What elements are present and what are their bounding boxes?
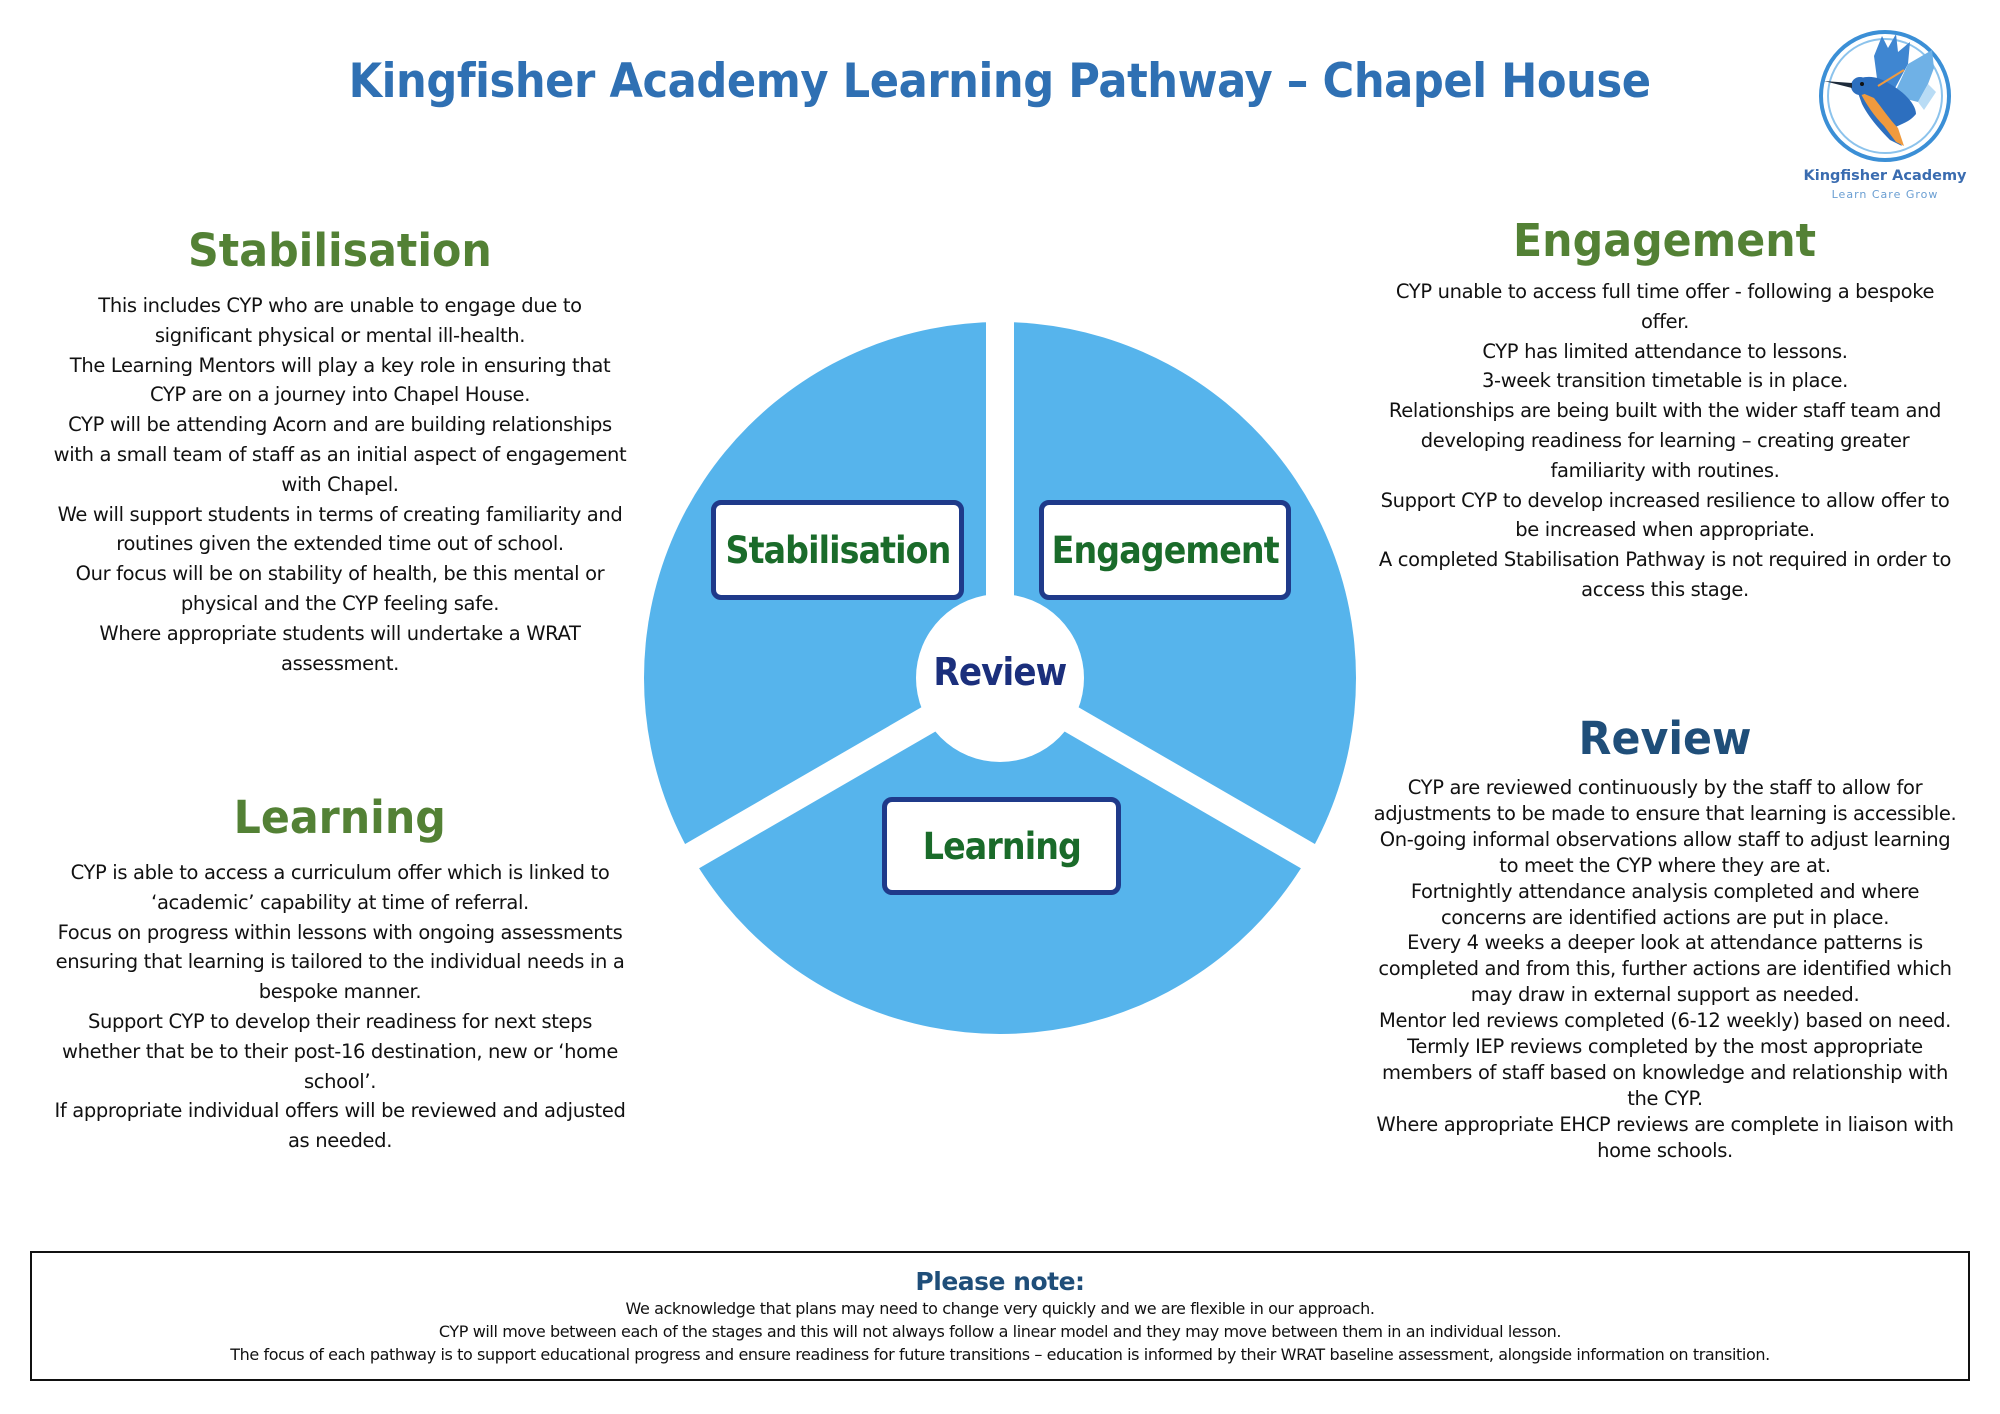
text-line: CYP are reviewed continuously by the staff to allow for xyxy=(1407,776,1923,799)
learning-section xyxy=(45,791,635,1156)
text-line: CYP has limited attendance to lessons. xyxy=(1482,339,1848,363)
note-title: Please note: xyxy=(915,1267,1085,1296)
text-line: Every 4 weeks a deeper look at attendance patterns is xyxy=(1407,931,1923,955)
text-line: significant physical or mental ill-health. xyxy=(154,323,526,347)
stabilisation-heading: Stabilisation xyxy=(188,224,492,277)
text-line: developing readiness for learning – creating greater xyxy=(1420,428,1910,452)
text-line: Where appropriate students will undertake a WRAT xyxy=(99,621,581,645)
kingfisher-academy-logo xyxy=(1800,28,1970,208)
text-line: completed and from this, further actions are identified which xyxy=(1378,957,1952,981)
text-line: CYP will be attending Acorn and are building relationships xyxy=(68,413,612,437)
review-section xyxy=(1365,712,1965,1164)
stabilisation-section xyxy=(45,224,635,678)
text-line: CYP is able to access a curriculum offer which is linked to xyxy=(70,861,610,884)
text-line: Termly IEP reviews completed by the most appropriate xyxy=(1407,1035,1923,1059)
text-line: as needed. xyxy=(287,1129,393,1153)
text-line: CYP are on a journey into Chapel House. xyxy=(149,383,531,407)
text-line: A completed Stabilisation Pathway is not required in order to xyxy=(1378,548,1952,572)
wheel-segment-engagement: Engagement xyxy=(1039,500,1291,600)
text-line: the CYP. xyxy=(1627,1086,1703,1110)
text-line: Focus on progress within lessons with ongoing assessments xyxy=(57,920,623,944)
engagement-heading: Engagement xyxy=(1513,214,1817,267)
learning-description xyxy=(45,858,635,1156)
text-line: Relationships are being built with the wider staff team and xyxy=(1388,399,1942,423)
text-line: familiarity with routines. xyxy=(1550,458,1780,482)
text-line: Fortnightly attendance analysis completed and where xyxy=(1410,879,1920,903)
text-line: home schools. xyxy=(1597,1138,1733,1162)
text-line: Where appropriate EHCP reviews are complete in liaison with xyxy=(1376,1112,1954,1136)
text-line: with a small team of staff as an initial aspect of engagement xyxy=(53,442,627,466)
wheel-segment-stabilisation: Stabilisation xyxy=(711,500,964,600)
review-heading: Review xyxy=(1578,712,1752,765)
text-line: members of staff based on knowledge and relationship with xyxy=(1382,1060,1948,1084)
text-line: 3-week transition timetable is in place. xyxy=(1481,369,1849,393)
text-line: with Chapel. xyxy=(281,472,399,496)
text-line: Our focus will be on stability of health, be this mental or xyxy=(75,562,605,586)
text-line: Mentor led reviews completed (6-12 weekly) based on need. xyxy=(1378,1009,1952,1033)
text-line: assessment. xyxy=(281,651,399,675)
review-description xyxy=(1365,775,1965,1164)
text-line: We will support students in terms of creating familiarity and xyxy=(57,502,623,526)
page-title: Kingfisher Academy Learning Pathway – Chapel House xyxy=(348,54,1651,109)
engagement-section xyxy=(1365,214,1965,605)
text-line: ensuring that learning is tailored to the individual needs in a xyxy=(55,950,625,974)
note-line: CYP will move between each of the stages and this will not always follow a linear model and they may move between them in an individual lesson. xyxy=(438,1322,1562,1341)
text-line: routines given the extended time out of school. xyxy=(116,532,564,556)
text-line: be increased when appropriate. xyxy=(1515,518,1815,542)
note-line: The focus of each pathway is to support educational progress and ensure readiness for future transitions – education is informed by their WRAT baseline assessment, alongside information on transition. xyxy=(230,1345,1770,1364)
text-line: This includes CYP who are unable to engage due to xyxy=(98,294,582,317)
learning-heading: Learning xyxy=(233,791,447,844)
text-line: If appropriate individual offers will be reviewed and adjusted xyxy=(54,1099,626,1123)
please-note-box xyxy=(30,1251,1970,1381)
text-line: school’. xyxy=(303,1069,377,1093)
text-line: concerns are identified actions are put in place. xyxy=(1440,905,1890,929)
text-line: adjustments to be made to ensure that learning is accessible. xyxy=(1373,801,1957,825)
text-line: access this stage. xyxy=(1581,577,1749,601)
text-line: whether that be to their post-16 destination, new or ‘home xyxy=(62,1039,618,1063)
text-line: to meet the CYP where they are at. xyxy=(1499,853,1831,877)
wheel-segment-learning: Learning xyxy=(882,797,1121,895)
text-line: On-going informal observations allow staff to adjust learning xyxy=(1379,827,1951,851)
text-line: physical and the CYP feeling safe. xyxy=(180,591,500,615)
logo-tagline: Learn Care Grow xyxy=(1831,188,1939,201)
stabilisation-description xyxy=(45,291,635,678)
text-line: bespoke manner. xyxy=(258,980,422,1004)
note-line: We acknowledge that plans may need to change very quickly and we are flexible in our approach. xyxy=(625,1299,1375,1318)
logo-name: Kingfisher Academy xyxy=(1803,168,1967,184)
wheel-hub-review: Review xyxy=(933,650,1067,694)
text-line: may draw in external support as needed. xyxy=(1470,983,1860,1007)
kingfisher-bird-icon xyxy=(1812,28,1958,166)
text-line: The Learning Mentors will play a key role in ensuring that xyxy=(69,353,611,377)
text-line: Support CYP to develop their readiness for next steps xyxy=(87,1009,593,1033)
text-line: ‘academic’ capability at time of referral. xyxy=(151,890,529,914)
engagement-description xyxy=(1365,277,1965,605)
text-line: CYP unable to access full time offer - following a bespoke xyxy=(1395,280,1935,303)
text-line: Support CYP to develop increased resilience to allow offer to xyxy=(1380,488,1950,512)
text-line: offer. xyxy=(1641,309,1689,333)
